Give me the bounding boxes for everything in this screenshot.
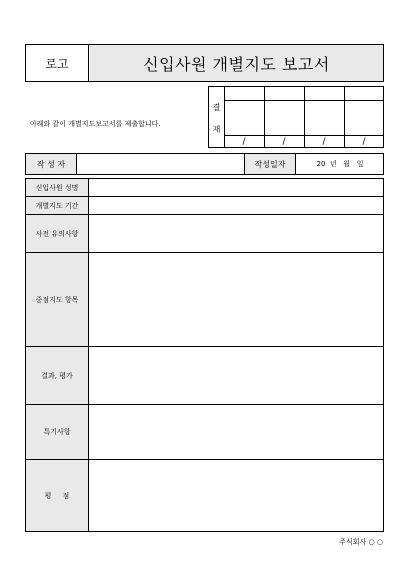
approval-label-top: 결 (212, 102, 221, 112)
approval-slash-2: / (282, 136, 286, 147)
page-title: 신입사원 개별지도 보고서 (143, 54, 330, 74)
row-label-key-guidance-items: 중점지도 항목 (26, 253, 88, 346)
row-field-key-guidance-items[interactable] (89, 253, 383, 346)
row-label-score: 평 점 (26, 460, 88, 531)
logo-placeholder (26, 45, 89, 81)
header-bar (25, 44, 384, 82)
company-name: 주식회사 ○ ○ (339, 538, 383, 546)
approval-slash-3: / (322, 136, 326, 147)
row-field-special-notes[interactable] (89, 405, 383, 459)
row-label-precautions: 사전 유의사항 (26, 215, 88, 252)
row-label-special-notes: 특기사항 (26, 405, 88, 459)
row-field-score[interactable] (89, 460, 383, 531)
row-label-trainee-name: 신입사원 성명 (26, 179, 88, 196)
author-field[interactable] (78, 154, 244, 174)
report-form (25, 178, 384, 532)
row-field-results-evaluation[interactable] (89, 347, 383, 404)
date-field[interactable]: 20 년 월 일 (316, 160, 364, 168)
author-row (25, 153, 384, 175)
date-label: 작성일자 (244, 154, 296, 174)
logo-label: 로고 (45, 56, 69, 71)
row-field-trainee-name[interactable] (89, 179, 383, 196)
row-field-precautions[interactable] (89, 215, 383, 252)
title-area (90, 45, 383, 81)
row-field-guidance-period[interactable] (89, 197, 383, 214)
approval-slash-4: / (362, 136, 366, 147)
approval-table (208, 86, 384, 148)
author-label: 작 성 자 (26, 154, 77, 174)
submission-statement: 아래와 같이 개별지도보고서를 제출합니다. (30, 120, 161, 128)
approval-slash-1: / (242, 136, 246, 147)
row-label-results-evaluation: 결과, 평가 (26, 347, 88, 404)
row-label-guidance-period: 개별지도 기간 (26, 197, 88, 214)
approval-label-bottom: 재 (212, 124, 221, 134)
